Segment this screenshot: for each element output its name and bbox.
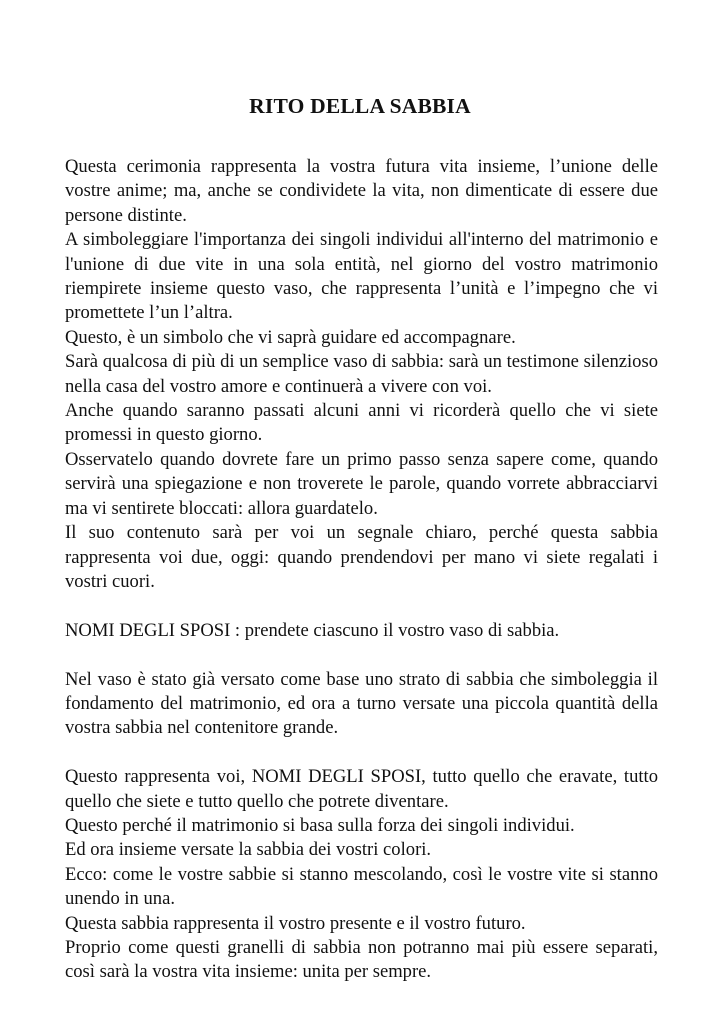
- paragraph: Questo, è un simbolo che vi saprà guidare ed accompagnare.: [65, 326, 516, 348]
- paragraph: Ecco: come le vostre sabbie si stanno mescolando, così le vostre vite si stanno unendo in una.: [65, 863, 658, 910]
- paragraph: Osservatelo quando dovrete fare un primo passo senza sapere come, quando servirà una spiegazione e non troverete le parole, quando vorrete abbracciarvi ma vi sentirete bloccati: allora guardatelo.: [65, 448, 658, 519]
- paragraph-block-vaso-base: [65, 668, 658, 741]
- paragraph: Questo rappresenta voi, NOMI DEGLI SPOSI, tutto quello che eravate, tutto quello che siete e tutto quello che potrete diventare.: [65, 766, 658, 812]
- paragraph-block-nomi-degli-sposi-cue: [65, 619, 658, 643]
- paragraph: Questa sabbia rappresenta il vostro presente e il vostro futuro.: [65, 912, 526, 934]
- paragraph: Anche quando saranno passati alcuni anni vi ricorderà quello che vi siete promessi in questo giorno.: [65, 400, 658, 446]
- paragraph: A simboleggiare l'importanza dei singoli individui all'interno del matrimonio e l'unione di due vite in una sola entità, nel giorno del vostro matrimonio riempirete insieme questo vaso, che rappresenta l’unità e l’impegno che vi promettete l’un l’altra.: [65, 229, 658, 324]
- page-title: RITO DELLA SABBIA: [249, 94, 471, 119]
- paragraph: Questo perché il matrimonio si basa sulla forza dei singoli individui.: [65, 814, 575, 836]
- paragraph: Sarà qualcosa di più di un semplice vaso di sabbia: sarà un testimone silenzioso nella casa del vostro amore e continuerà a vivere con voi.: [65, 351, 658, 397]
- paragraph: Ed ora insieme versate la sabbia dei vostri colori.: [65, 839, 432, 861]
- paragraph-block-intro: [65, 155, 658, 594]
- paragraph: Il suo contenuto sarà per voi un segnale chiaro, perché questa sabbia rappresenta voi due, oggi: quando prendendovi per mano vi siete regalati i vostri cuori.: [65, 522, 658, 592]
- paragraph: Proprio come questi granelli di sabbia non potranno mai più essere separati, così sarà la vostra vita insieme: unita per sempre.: [65, 936, 658, 983]
- paragraph-block-chiusura: [65, 765, 658, 985]
- document-body: [65, 155, 658, 985]
- paragraph: NOMI DEGLI SPOSI : prendete ciascuno il vostro vaso di sabbia.: [65, 619, 560, 641]
- paragraph: Nel vaso è stato già versato come base uno strato di sabbia che simboleggia il fondamento del matrimonio, ed ora a turno versate una piccola quantità della vostra sabbia nel contenitore grande.: [65, 668, 658, 739]
- paragraph: Questa cerimonia rappresenta la vostra futura vita insieme, l’unione delle vostre anime; ma, anche se condividete la vita, non dimenticate di essere due persone distinte.: [65, 156, 658, 226]
